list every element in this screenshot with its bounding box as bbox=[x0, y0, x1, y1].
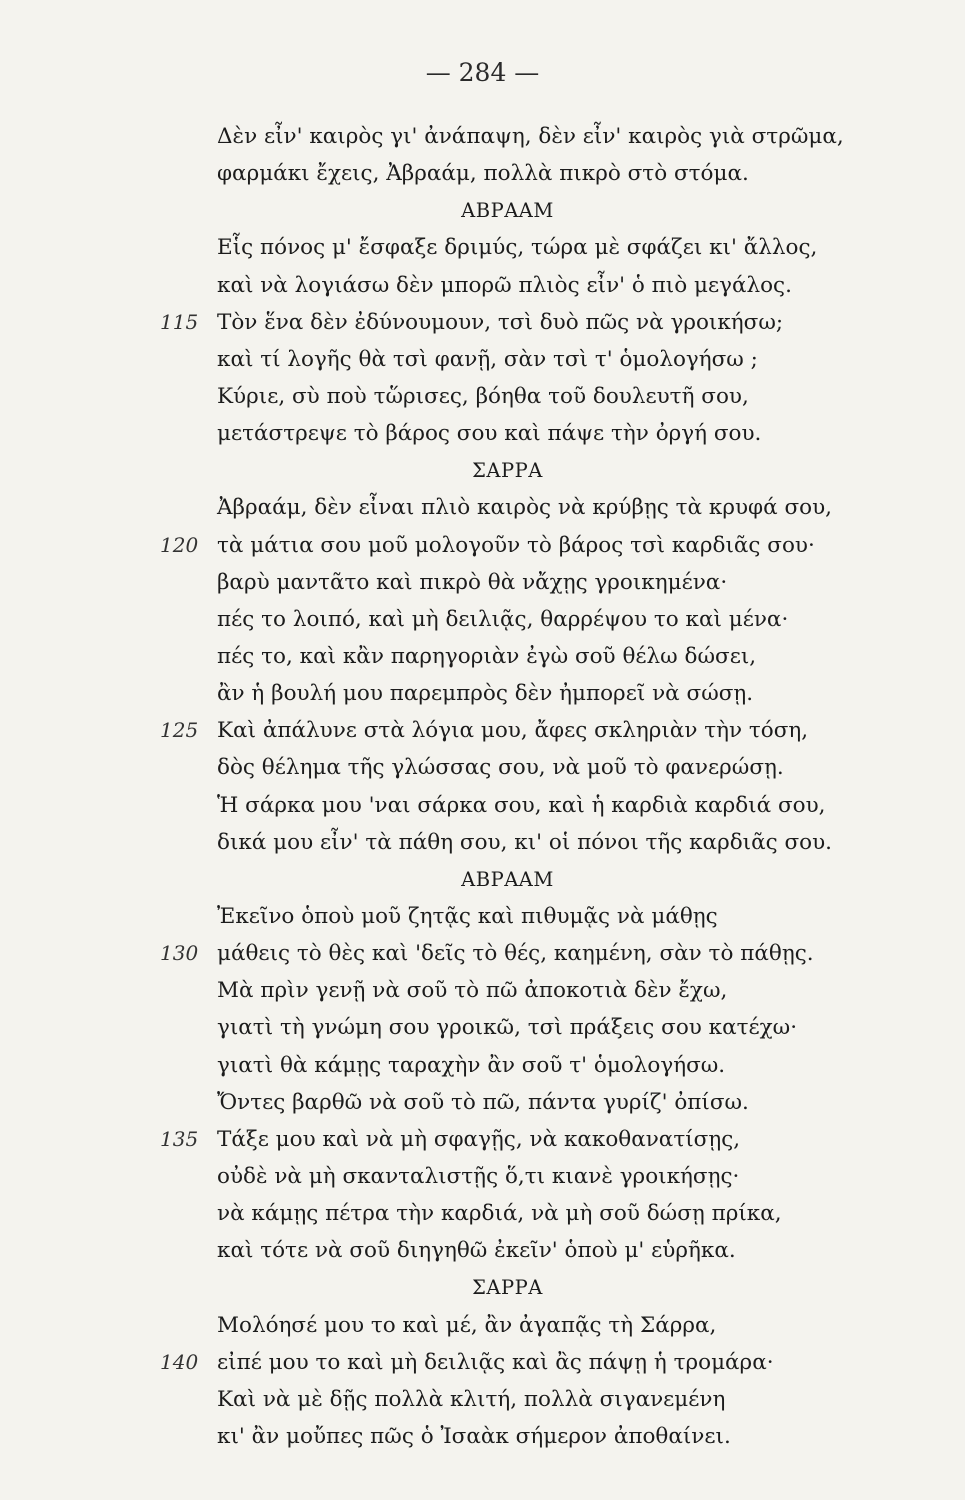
verse-line bbox=[0, 1121, 965, 1158]
line-number: 130 bbox=[160, 941, 199, 966]
verse-line bbox=[0, 378, 965, 415]
verse-line bbox=[0, 1381, 965, 1418]
verse-text: μάθεις τὸ θὲς καὶ 'δεῖς τὸ θές, καημένη, σὰν τὸ πάθῃς. bbox=[217, 941, 814, 967]
verse-text: Τάξε μου καὶ νὰ μὴ σφαγῇς, νὰ κακοθανατίσῃς, bbox=[217, 1126, 741, 1152]
verse-line bbox=[0, 1009, 965, 1046]
verse-line bbox=[0, 118, 965, 155]
line-number: 115 bbox=[160, 309, 199, 334]
line-number: 135 bbox=[160, 1126, 199, 1151]
verse-text: Μολόησέ μου το καὶ μέ, ἂν ἀγαπᾷς τὴ Σάρρα, bbox=[217, 1312, 717, 1338]
verse-line bbox=[0, 267, 965, 304]
verse-line bbox=[0, 341, 965, 378]
verse-text: καὶ τότε νὰ σοῦ διηγηθῶ ἐκεῖν' ὁποὺ μ' εὑρῆκα. bbox=[217, 1238, 736, 1264]
verse-text: φαρμάκι ἔχεις, Ἀβραάμ, πολλὰ πικρὸ στὸ στόμα. bbox=[217, 161, 749, 187]
verse-line bbox=[0, 155, 965, 192]
verse-text: καὶ νὰ λογιάσω δὲν μπορῶ πλιὸς εἶν' ὁ πιὸ μεγάλος. bbox=[217, 272, 792, 298]
verse-line bbox=[0, 898, 965, 935]
verse-line bbox=[0, 527, 965, 564]
verse-line bbox=[0, 638, 965, 675]
verse-line bbox=[0, 787, 965, 824]
line-number: 140 bbox=[160, 1349, 199, 1374]
verse-line bbox=[0, 1195, 965, 1232]
verse-line bbox=[0, 1418, 965, 1455]
verse-line bbox=[0, 935, 965, 972]
verse-text: Μὰ πρὶν γενῇ νὰ σοῦ τὸ πῶ ἀποκοτιὰ δὲν ἔχω, bbox=[217, 978, 728, 1004]
verse-line bbox=[0, 749, 965, 786]
verse-line bbox=[0, 712, 965, 749]
verse-line bbox=[0, 601, 965, 638]
verse-text: γιατὶ τὴ γνώμη σου γροικῶ, τσὶ πράξεις σου κατέχω· bbox=[217, 1015, 798, 1041]
verse-text: ἂν ἡ βουλή μου παρεμπρὸς δὲν ἠμπορεῖ νὰ σώσῃ. bbox=[217, 681, 754, 707]
verse-text: καὶ τί λογῆς θὰ τσὶ φανῇ, σὰν τσὶ τ' ὁμολογήσω ; bbox=[217, 346, 758, 372]
verse-line bbox=[0, 972, 965, 1009]
verse-text: οὐδὲ νὰ μὴ σκανταλιστῇς ὅ,τι κιανὲ γροικήσῃς· bbox=[217, 1163, 740, 1189]
verse-text: κι' ἂν μοὔπες πῶς ὁ Ἰσαὰκ σήμερον ἀποθαίνει. bbox=[217, 1423, 731, 1449]
verse-line bbox=[0, 1158, 965, 1195]
speaker-name: ΣΑΡΡΑ bbox=[472, 1276, 543, 1300]
verse-line bbox=[0, 415, 965, 452]
verse-line bbox=[0, 1084, 965, 1121]
verse-line bbox=[0, 1307, 965, 1344]
line-number: 125 bbox=[160, 718, 199, 743]
verse-line bbox=[0, 1232, 965, 1269]
verse-line bbox=[0, 564, 965, 601]
verse-text: νὰ κάμῃς πέτρα τὴν καρδιά, νὰ μὴ σοῦ δώσῃ πρίκα, bbox=[217, 1201, 782, 1227]
poem-text bbox=[0, 118, 965, 1455]
verse-text: δὸς θέλημα τῆς γλώσσας σου, νὰ μοῦ τὸ φανερώσῃ. bbox=[217, 755, 784, 781]
verse-line bbox=[0, 304, 965, 341]
verse-text: Καὶ νὰ μὲ δῇς πολλὰ κλιτή, πολλὰ σιγανεμένη bbox=[217, 1386, 726, 1412]
speaker-name: ΑΒΡΑΑΜ bbox=[461, 199, 554, 223]
verse-text: πές το λοιπό, καὶ μὴ δειλιᾷς, θαρρέψου το καὶ μένα· bbox=[217, 606, 789, 632]
verse-text: Τὸν ἕνα δὲν ἐδύνουμουν, τσὶ δυὸ πῶς νὰ γροικήσω; bbox=[217, 309, 784, 335]
verse-line bbox=[0, 229, 965, 266]
verse-text: Κύριε, σὺ ποὺ τὥρισες, βόηθα τοῦ δουλευτῆ σου, bbox=[217, 383, 749, 409]
verse-text: δικά μου εἶν' τὰ πάθη σου, κι' οἱ πόνοι τῆς καρδιᾶς σου. bbox=[217, 829, 832, 855]
verse-text: εἰπέ μου το καὶ μὴ δειλιᾷς καὶ ἂς πάψῃ ἡ τρομάρα· bbox=[217, 1349, 774, 1375]
verse-text: Ἀβραάμ, δὲν εἶναι πλιὸ καιρὸς νὰ κρύβῃς τὰ κρυφά σου, bbox=[217, 495, 832, 521]
speaker-name: ΑΒΡΑΑΜ bbox=[461, 867, 554, 891]
verse-line bbox=[0, 824, 965, 861]
verse-text: γιατὶ θὰ κάμῃς ταραχὴν ἂν σοῦ τ' ὁμολογήσω. bbox=[217, 1052, 726, 1078]
verse-line bbox=[0, 1047, 965, 1084]
verse-text: πές το, καὶ κἂν παρηγοριὰν ἐγὼ σοῦ θέλω δώσει, bbox=[217, 643, 757, 669]
verse-line bbox=[0, 489, 965, 526]
verse-text: Ὄντες βαρθῶ νὰ σοῦ τὸ πῶ, πάντα γυρίζ' ὀπίσω. bbox=[217, 1089, 749, 1115]
line-number: 120 bbox=[160, 532, 199, 557]
verse-text: Ἡ σάρκα μου 'ναι σάρκα σου, καὶ ἡ καρδιὰ καρδιά σου, bbox=[217, 792, 826, 818]
verse-line bbox=[0, 675, 965, 712]
verse-text: Εἷς πόνος μ' ἔσφαξε δριμύς, τώρα μὲ σφάζει κι' ἄλλος, bbox=[217, 235, 818, 261]
page-number: — 284 — bbox=[425, 58, 540, 87]
verse-text: Δὲν εἶν' καιρὸς γι' ἀνάπαψη, δὲν εἶν' καιρὸς γιὰ στρῶμα, bbox=[217, 124, 844, 149]
verse-text: τὰ μάτια σου μοῦ μολογοῦν τὸ βάρος τσὶ καρδιᾶς σου· bbox=[217, 532, 815, 558]
verse-text: Καὶ ἀπάλυνε στὰ λόγια μου, ἄφες σκληριὰν τὴν τόση, bbox=[217, 718, 809, 744]
verse-text: βαρὺ μαντᾶτο καὶ πικρὸ θὰ νἄχῃς γροικημένα· bbox=[217, 569, 728, 595]
verse-text: Ἐκεῖνο ὁποὺ μοῦ ζητᾷς καὶ πιθυμᾷς νὰ μάθῃς bbox=[217, 903, 718, 929]
speaker-name: ΣΑΡΡΑ bbox=[472, 459, 543, 483]
verse-line bbox=[0, 1344, 965, 1381]
verse-text: μετάστρεψε τὸ βάρος σου καὶ πάψε τὴν ὀργή σου. bbox=[217, 421, 762, 447]
